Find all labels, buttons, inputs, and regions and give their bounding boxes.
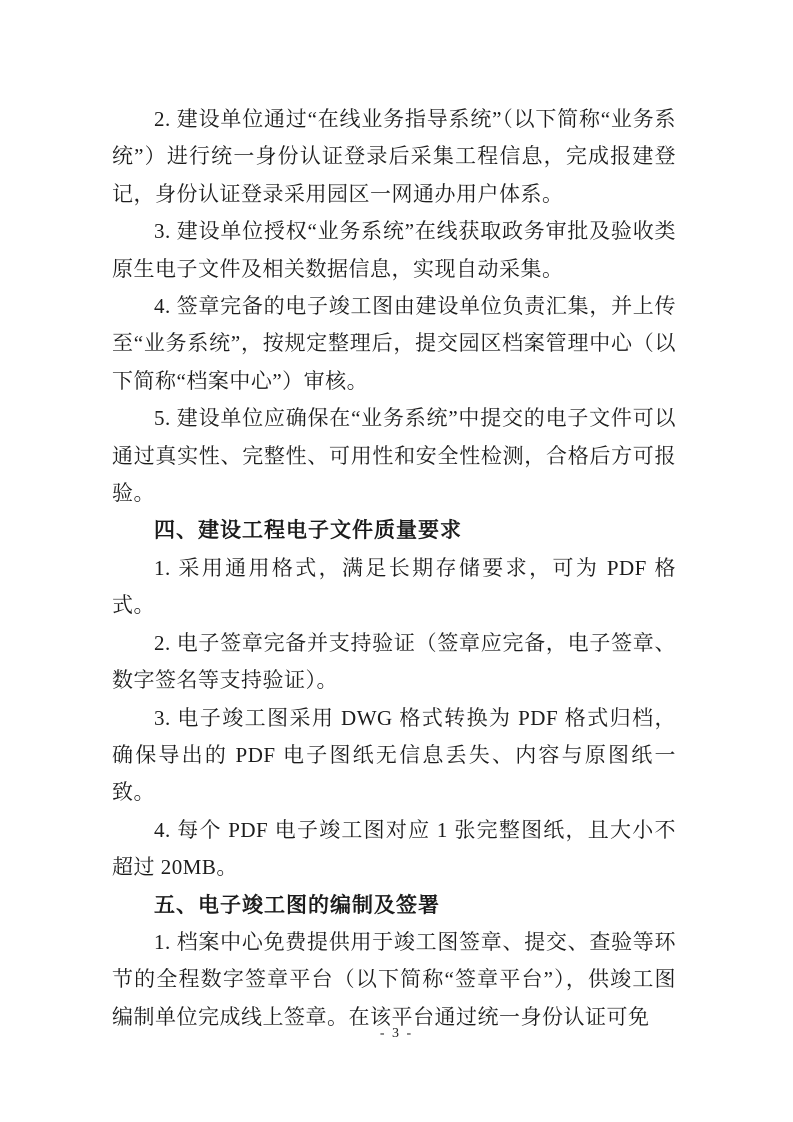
body-paragraph: 3. 电子竣工图采用 DWG 格式转换为 PDF 格式归档，确保导出的 PDF 电子图纸无信息丢失、内容与原图纸一致。 [112, 705, 676, 805]
section-heading: 五、电子竣工图的编制及签署 [154, 893, 440, 917]
page-number: - 3 - [379, 1026, 414, 1041]
body-paragraph: 1. 采用通用格式，满足长期存储要求，可为 PDF 格式。 [112, 555, 676, 618]
body-paragraph: 3. 建设单位授权“业务系统”在线获取政务审批及验收类原生电子文件及相关数据信息，实现自动采集。 [112, 219, 676, 281]
section-heading: 四、建设工程电子文件质量要求 [154, 519, 462, 543]
body-paragraph: 2. 电子签章完备并支持验证（签章应完备，电子签章、数字签名等支持验证）。 [112, 630, 676, 693]
body-paragraph: 4. 签章完备的电子竣工图由建设单位负责汇集，并上传至“业务系统”，按规定整理后，提交园区档案管理中心（以下简称“档案中心”）审核。 [112, 294, 676, 393]
body-paragraph: 5. 建设单位应确保在“业务系统”中提交的电子文件可以通过真实性、完整性、可用性和安全性检测，合格后方可报验。 [112, 406, 676, 506]
body-paragraph: 4. 每个 PDF 电子竣工图对应 1 张完整图纸，且大小不超过 20MB。 [112, 817, 676, 880]
body-paragraph: 1. 档案中心免费提供用于竣工图签章、提交、查验等环节的全程数字签章平台（以下简称“签章平台”），供竣工图编制单位完成线上签章。在该平台通过统一身份认证可免 [112, 929, 676, 1029]
body-paragraph: 2. 建设单位通过“在线业务指导系统”（以下简称“业务系统”）进行统一身份认证登录后采集工程信息，完成报建登记，身份认证登录采用园区一网通办用户体系。 [112, 107, 676, 206]
document-body [112, 101, 676, 1036]
page-footer [0, 1024, 793, 1043]
